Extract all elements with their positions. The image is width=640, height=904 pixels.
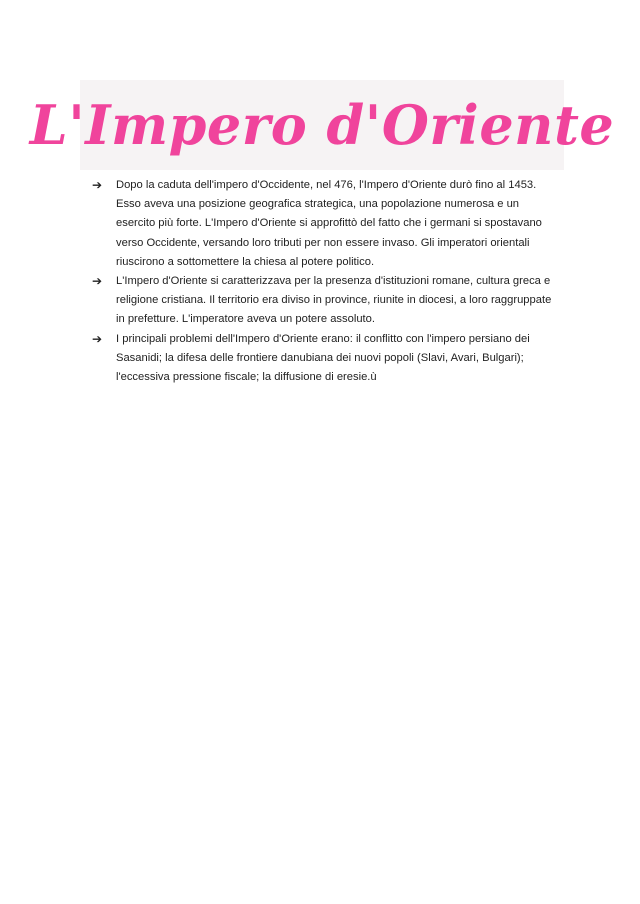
bullet-item: [92, 330, 558, 388]
bullet-text: I principali problemi dell'Impero d'Oriente erano: il conflitto con l'impero persiano dei Sasanidi; la difesa delle frontiere danubiana dei nuovi popoli (Slavi, Avari, Bulgari); l'eccessiva pressione fiscale; la diffusione di eresie.ù: [116, 332, 530, 384]
bullet-text: Dopo la caduta dell'impero d'Occidente, nel 476, l'Impero d'Oriente durò fino al 1453. Esso aveva una posizione geografica strategica, una popolazione numerosa e un esercito più forte. L'Impero d'Oriente si approfittò del fatto che i germani si spostavano verso Occidente, versando loro tributi per non essere invaso. Gli imperatori orientali riuscirono a sottomettere la chiesa al potere politico.: [116, 179, 542, 268]
arrow-right-icon: ➔: [92, 331, 103, 346]
bullet-list: [92, 176, 558, 387]
title-banner: [29, 80, 615, 170]
arrow-right-icon: ➔: [92, 274, 103, 289]
bullet-text: L'Impero d'Oriente si caratterizzava per la presenza d'istituzioni romane, cultura greca e religione cristiana. Il territorio era diviso in province, riunite in diocesi, a loro raggruppate in prefetture. L'imperatore aveva un potere assoluto.: [116, 275, 552, 326]
document-body: [92, 176, 558, 387]
bullet-item: [92, 176, 558, 272]
bullet-item: [92, 272, 558, 330]
page-title: L'Impero d'Oriente: [29, 93, 615, 157]
arrow-right-icon: ➔: [92, 178, 103, 192]
